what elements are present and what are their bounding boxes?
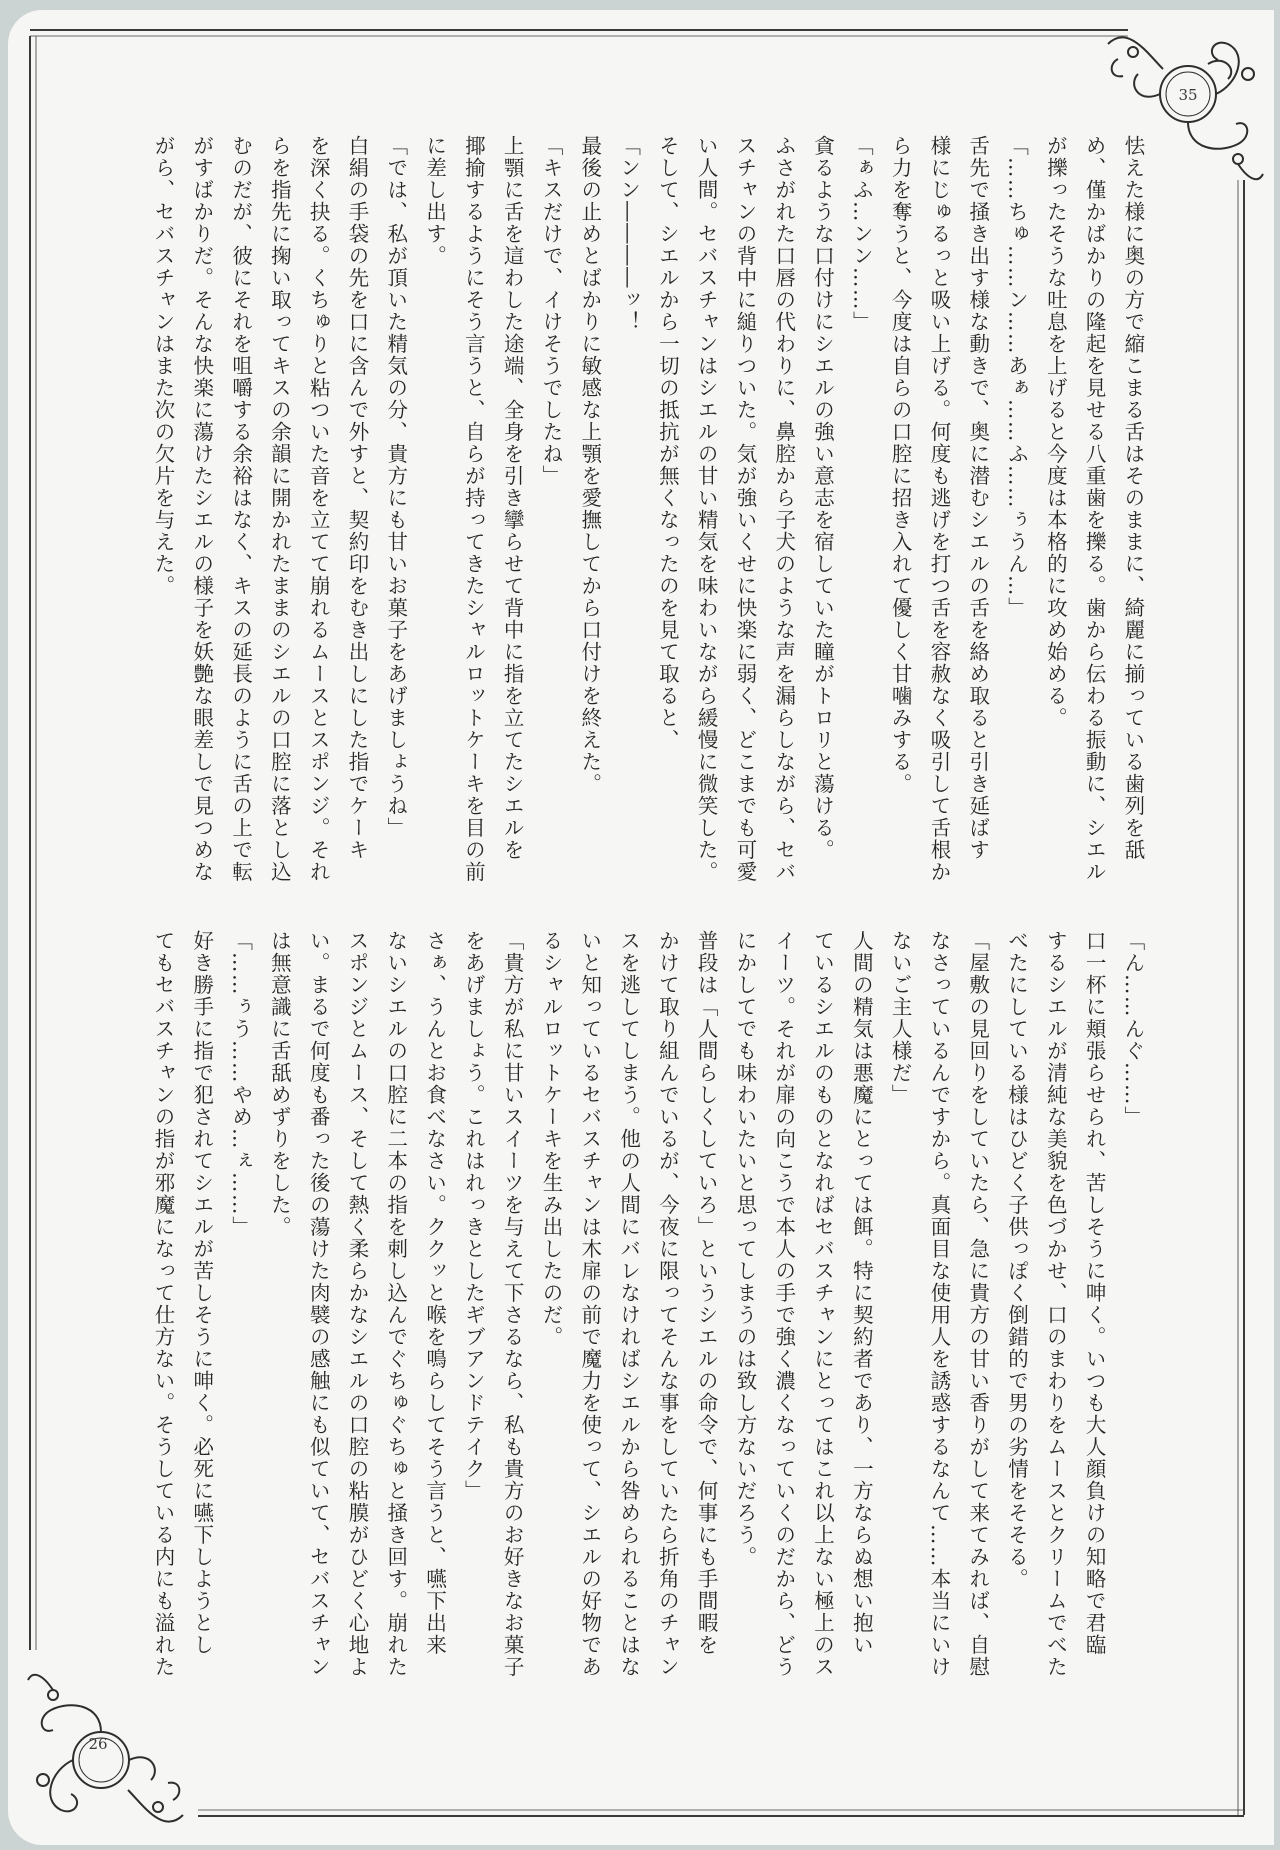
page-number-bottom: 26	[88, 1735, 108, 1753]
text-column: がすばかりだ。そんな快楽に蕩けたシエルの様子を妖艶な眼差しで見つめな	[189, 135, 214, 883]
text-column: 揶揄するようにそう言うと、自らが持ってきたシャルロットケーキを目の前	[461, 135, 486, 883]
text-column: がら、セバスチャンはまた次の欠片を与えた。	[151, 135, 175, 597]
text-column: ているシエルのものとなればセバスチャンにとってはこれ以上ない極上のス	[810, 930, 835, 1678]
text-column: い人間。セバスチャンはシエルの甘い精気を味わいながら緩慢に微笑した。	[694, 135, 719, 883]
text-column: 好き勝手に指で犯されてシエルが苦しそうに呻く。必死に嚥下しようとし	[189, 930, 214, 1656]
text-column: 様にじゅるっと吸い上げる。何度も逃げを打つ舌を容赦なく吸引して舌根か	[926, 135, 951, 883]
text-column: 「屋敷の見回りをしていたら、急に貴方の甘い香りがして来てみれば、自慰	[965, 930, 990, 1678]
text-column: ないシエルの口腔に二本の指を刺し込んでぐちゅぐちゅと掻き回す。崩れた	[383, 930, 408, 1678]
text-column: するシエルが清純な美貌を色づかせ、口のまわりをムースとクリームでべた	[1043, 930, 1068, 1678]
text-column: 普段は「人間らしくしていろ」というシエルの命令で、何事にも手間暇を	[694, 930, 719, 1656]
text-column: 「キスだけで、イけそうでしたね」	[538, 135, 563, 487]
text-column: さぁ、うんとお食べなさい。ククッと喉を鳴らしてそう言うと、嚥下出来	[422, 930, 447, 1656]
text-column: 「ぁふ…ンン……」	[849, 135, 874, 333]
document-page	[8, 10, 1274, 1845]
text-column: 人間の精気は悪魔にとっては餌。特に契約者であり、一方ならぬ想い抱い	[849, 930, 874, 1656]
text-column: 舌先で掻き出す様な動きで、奥に潜むシエルの舌を絡め取ると引き延ばす	[965, 135, 990, 861]
text-column: べたにしている様はひどく子供っぽく倒錯的で男の劣情をそそる。	[1004, 930, 1029, 1590]
text-column: 最後の止めとばかりに敏感な上顎を愛撫してから口付けを終えた。	[577, 135, 602, 795]
text-column: イーツ。それが扉の向こうで本人の手で強く濃くなっていくのだから、どう	[771, 930, 796, 1678]
text-column: 「では、私が頂いた精気の分、貴方にも甘いお菓子をあげましょうね」	[383, 135, 408, 839]
text-column: をあげましょう。これはれっきとしたギブアンドテイク」	[461, 930, 486, 1502]
text-column: 貪るような口付けにシエルの強い意志を宿していた瞳がトロリと蕩ける。	[810, 135, 835, 861]
text-column: め、僅かばかりの隆起を見せる八重歯を擽る。歯から伝わる振動に、シエル	[1082, 135, 1107, 883]
text-column: 「ンン――――ッ！	[616, 135, 641, 333]
text-column: ふさがれた口唇の代わりに、鼻腔から子犬のような声を漏らしながら、セバ	[771, 135, 796, 883]
text-column: らを指先に掬い取ってキスの余韻に開かれたままのシエルの口腔に落とし込	[267, 135, 292, 883]
text-column: 「ん……んぐ……」	[1120, 930, 1145, 1128]
text-column: にかしてでも味わいたいと思ってしまうのは致し方ないだろう。	[732, 930, 757, 1568]
text-column: が擽ったそうな吐息を上げると今度は本格的に攻め始める。	[1043, 135, 1068, 729]
text-column: スポンジとムース、そして熱く柔らかなシエルの口腔の粘膜がひどく心地よ	[344, 930, 369, 1678]
text-column: 「……ちゅ……ン……あぁ……ふ……ぅうん…」	[1004, 135, 1029, 619]
page-number-top: 35	[1178, 86, 1198, 104]
text-column: スを逃してしまう。他の人間にバレなければシエルから咎められることはな	[616, 930, 641, 1678]
text-column: 「貴方が私に甘いスイーツを与えて下さるなら、私も貴方のお好きなお菓子	[500, 930, 525, 1678]
text-column: てもセバスチャンの指が邪魔になって仕方ない。そうしている内にも溢れた	[151, 930, 175, 1678]
text-column: は無意識に舌舐めずりをした。	[267, 930, 292, 1238]
upper-text-block	[148, 135, 1148, 895]
text-column: なさっているんですから。真面目な使用人を誘惑するなんて……本当にいけ	[926, 930, 951, 1678]
text-column: そして、シエルから一切の抵抗が無くなったのを見て取ると、	[655, 135, 680, 751]
text-column: ら力を奪うと、今度は自らの口腔に招き入れて優しく甘噛みする。	[888, 135, 913, 795]
text-column: 白絹の手袋の先を口に含んで外すと、契約印をむき出しにした指でケーキ	[344, 135, 369, 861]
text-column: に差し出す。	[422, 135, 447, 267]
text-column: 上顎に舌を這わした途端、全身を引き攣らせて背中に指を立てたシエルを	[500, 135, 525, 861]
text-column: ないご主人様だ」	[888, 930, 913, 1106]
text-column: 「……ぅう……やめ…ぇ……」	[228, 930, 253, 1238]
text-column: かけて取り組んでいるが、今夜に限ってそんな事をしていたら折角のチャン	[655, 930, 680, 1678]
lower-text-block	[148, 930, 1148, 1690]
text-column: いと知っているセバスチャンは木扉の前で魔力を使って、シエルの好物であ	[577, 930, 602, 1678]
text-column: るシャルロットケーキを生み出したのだ。	[538, 930, 563, 1348]
text-column: 口一杯に頬張らせられ、苦しそうに呻く。いつも大人顔負けの知略で君臨	[1082, 930, 1107, 1656]
text-column: むのだが、彼にそれを咀嚼する余裕はなく、キスの延長のように舌の上で転	[228, 135, 253, 883]
text-column: い。まるで何度も番った後の蕩けた肉襞の感触にも似ていて、セバスチャン	[306, 930, 331, 1678]
text-column: 怯えた様に奥の方で縮こまる舌はそのままに、綺麗に揃っている歯列を舐	[1120, 135, 1145, 861]
text-column: スチャンの背中に縋りついた。気が強いくせに快楽に弱く、どこまでも可愛	[732, 135, 757, 883]
text-column: を深く抉る。くちゅりと粘ついた音を立てて崩れるムースとスポンジ。それ	[306, 135, 331, 883]
